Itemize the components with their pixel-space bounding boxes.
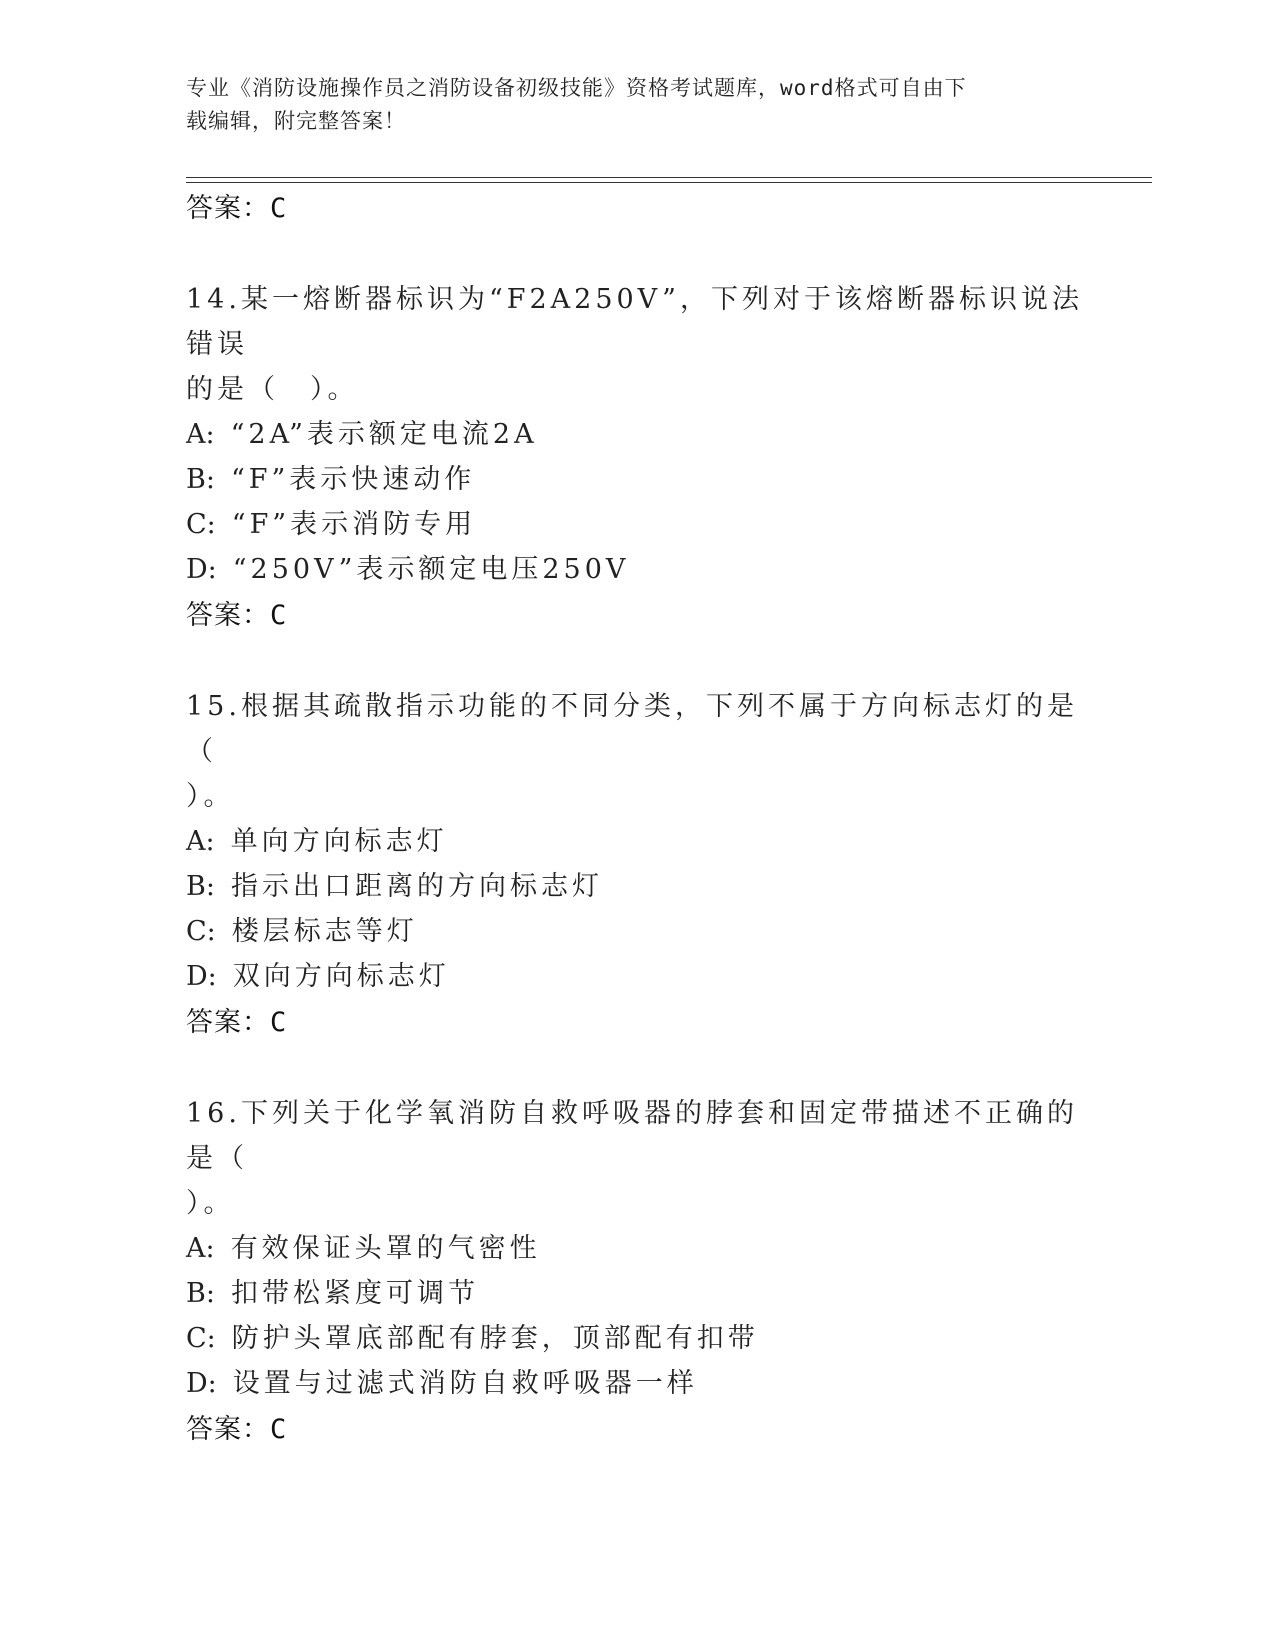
option-letter: B: <box>186 871 215 902</box>
option-letter: B: <box>186 464 215 495</box>
question-stem-cont: ）。 <box>186 1188 235 1219</box>
option-text: 设置与过滤式消防自救呼吸器一样 <box>232 1368 698 1399</box>
question-list <box>186 185 1086 1454</box>
option-d <box>186 954 1086 999</box>
option-letter: C: <box>186 916 216 947</box>
question-stem: 14.某一熔断器标识为“F2A250V”，下列对于该熔断器标识说法错误 <box>186 284 1083 360</box>
question-16 <box>186 1091 1086 1454</box>
option-a <box>186 819 1086 864</box>
option-d <box>186 547 1086 592</box>
option-letter: D: <box>186 1368 217 1399</box>
option-letter: C: <box>186 509 216 540</box>
option-c <box>186 909 1086 954</box>
option-b <box>186 457 1086 502</box>
option-letter: D: <box>186 554 217 585</box>
option-text: “2A”表示额定电流2A <box>230 419 538 450</box>
option-a <box>186 1226 1086 1271</box>
option-text: 单向方向标志灯 <box>230 826 448 857</box>
option-d <box>186 1361 1086 1406</box>
option-letter: D: <box>186 961 217 992</box>
option-text: 扣带松紧度可调节 <box>230 1278 479 1309</box>
option-text: 有效保证头罩的气密性 <box>230 1233 541 1264</box>
question-14 <box>186 277 1086 640</box>
option-letter: A: <box>186 419 215 450</box>
option-c <box>186 1316 1086 1361</box>
question-stem-cont: 的是（ ）。 <box>186 374 359 405</box>
answer-line: 答案：C <box>186 193 288 224</box>
header-line-1: 专业《消防设施操作员之消防设备初级技能》资格考试题库，word格式可自由下 <box>186 76 967 100</box>
option-letter: C: <box>186 1323 216 1354</box>
option-text: 楼层标志等灯 <box>231 916 418 947</box>
option-text: 双向方向标志灯 <box>232 961 450 992</box>
option-b <box>186 864 1086 909</box>
option-c <box>186 502 1086 547</box>
answer-line: 答案：C <box>186 600 288 631</box>
question-stem-cont: ）。 <box>186 781 235 812</box>
question-stem: 15.根据其疏散指示功能的不同分类，下列不属于方向标志灯的是（ <box>186 691 1078 767</box>
option-text: “F”表示快速动作 <box>230 464 476 495</box>
option-text: “250V”表示额定电压250V <box>232 554 630 585</box>
option-letter: B: <box>186 1278 215 1309</box>
document-header <box>186 72 1086 138</box>
option-text: 指示出口距离的方向标志灯 <box>230 871 603 902</box>
answer-line: 答案：C <box>186 1414 288 1445</box>
option-text: 防护头罩底部配有脖套，顶部配有扣带 <box>231 1323 759 1354</box>
option-letter: A: <box>186 1233 215 1264</box>
option-text: “F”表示消防专用 <box>231 509 477 540</box>
question-15 <box>186 684 1086 1047</box>
option-letter: A: <box>186 826 215 857</box>
option-a <box>186 412 1086 457</box>
header-divider-top <box>186 177 1152 178</box>
question-stem: 16.下列关于化学氧消防自救呼吸器的脖套和固定带描述不正确的是（ <box>186 1098 1078 1174</box>
header-line-2: 载编辑，附完整答案！ <box>186 109 406 133</box>
header-divider-bottom <box>186 182 1152 183</box>
option-b <box>186 1271 1086 1316</box>
answer-line: 答案：C <box>186 1007 288 1038</box>
